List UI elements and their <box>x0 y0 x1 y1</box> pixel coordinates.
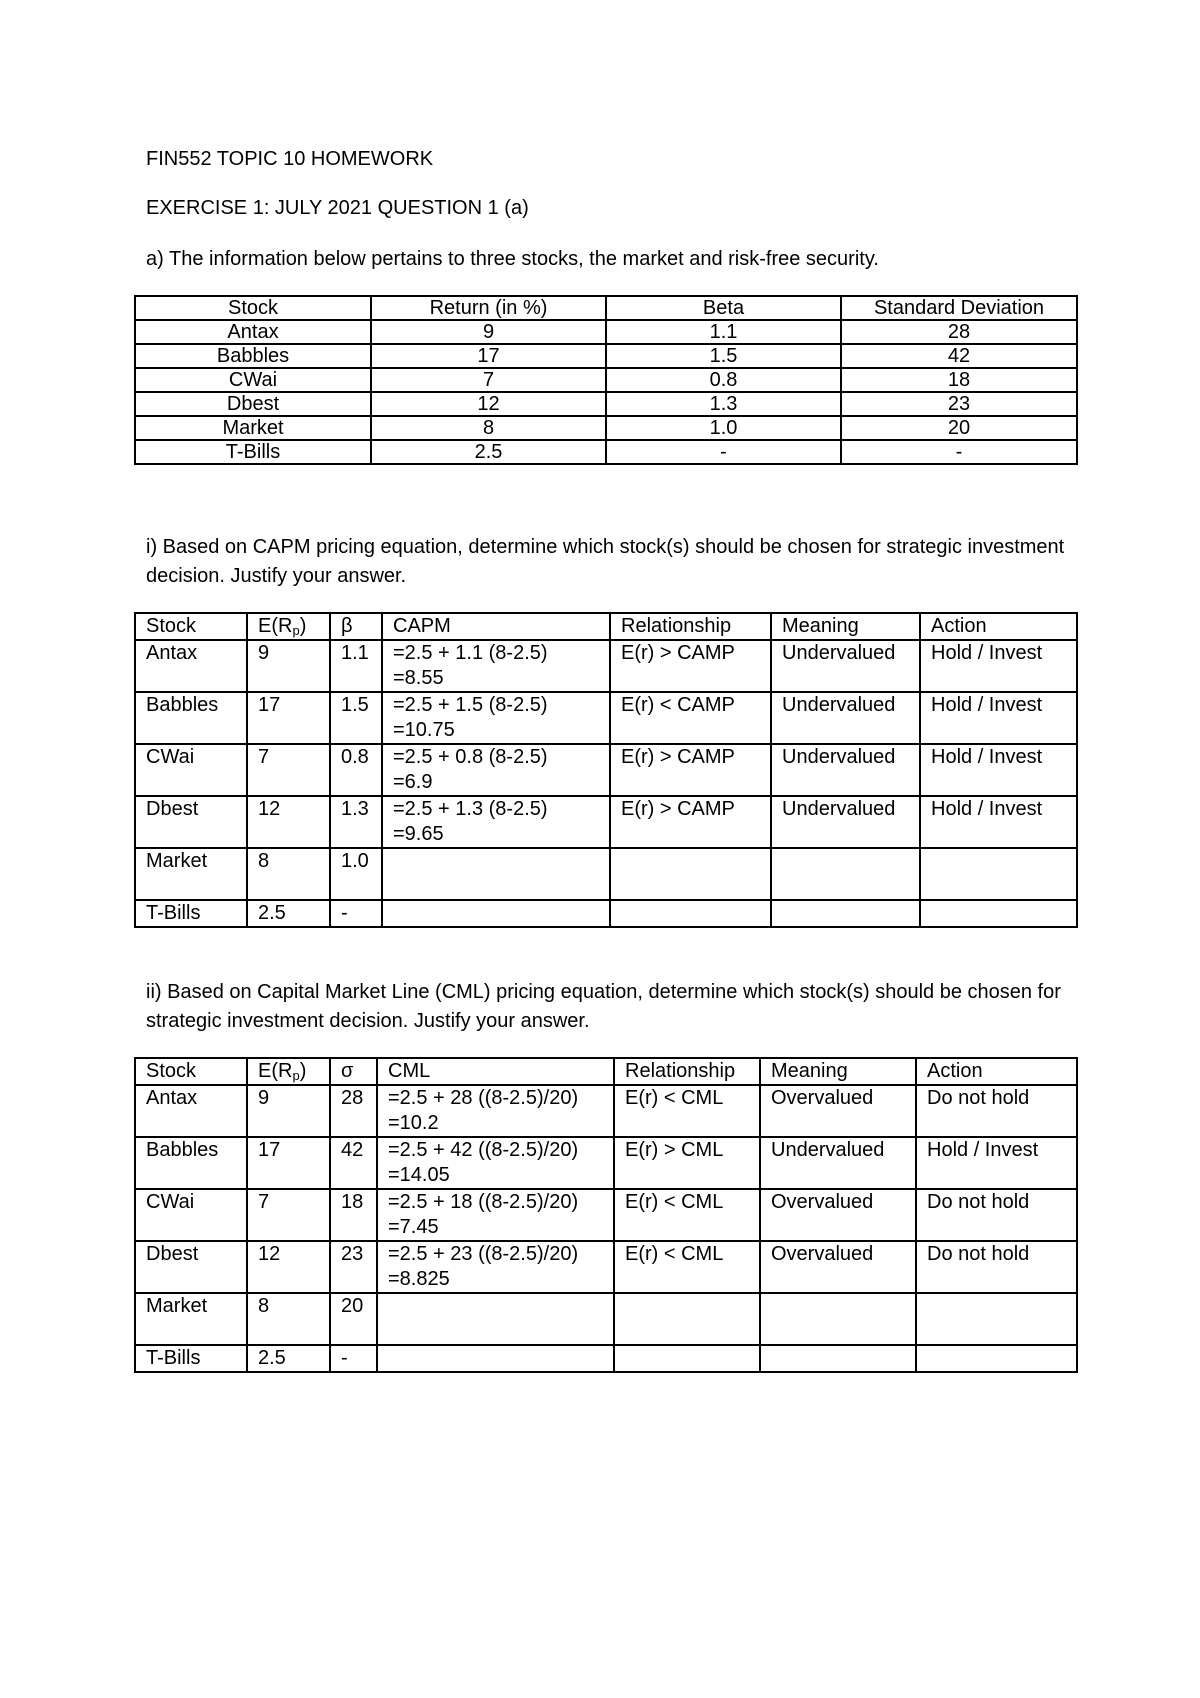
header-cell: Relationship <box>610 613 771 640</box>
table-cell <box>377 1241 614 1293</box>
header-cell: σ <box>330 1058 377 1085</box>
formula-result: =10.75 <box>393 719 455 741</box>
table-cell: Market <box>135 1293 247 1345</box>
header-subscript: p <box>292 623 300 638</box>
table-cell: Market <box>135 416 371 440</box>
table-cell <box>382 900 610 927</box>
table-row <box>135 900 1077 927</box>
formula-result: =10.2 <box>388 1112 439 1134</box>
formula-text: =2.5 + 18 ((8-2.5)/20) <box>388 1191 579 1213</box>
table-cell: Market <box>135 848 247 900</box>
table-cell: 1.5 <box>606 344 841 368</box>
table-cell <box>382 848 610 900</box>
table-cell: T-Bills <box>135 1345 247 1372</box>
table-row <box>135 368 1077 392</box>
table-cell: Undervalued <box>760 1137 916 1189</box>
table-cell: E(r) > CAMP <box>610 640 771 692</box>
header-cell: CAPM <box>382 613 610 640</box>
table-cell: - <box>841 440 1077 464</box>
table-cell: CWai <box>135 368 371 392</box>
table-row <box>135 692 1077 744</box>
header-text: ) <box>299 1060 307 1082</box>
table-row <box>135 1137 1077 1189</box>
formula-result: =8.825 <box>388 1268 450 1290</box>
table-header-row <box>135 613 1077 640</box>
table-row <box>135 1345 1077 1372</box>
table-cell: 12 <box>247 796 330 848</box>
table-cell: 28 <box>330 1085 377 1137</box>
table-cell <box>916 1293 1077 1345</box>
table-cell <box>760 1293 916 1345</box>
header-cell: Stock <box>135 1058 247 1085</box>
table-cell: Antax <box>135 1085 247 1137</box>
table-cell: Dbest <box>135 392 371 416</box>
table-cell: Overvalued <box>760 1085 916 1137</box>
table-cell: 1.3 <box>606 392 841 416</box>
table-cell: E(r) < CML <box>614 1189 760 1241</box>
table-cell: Dbest <box>135 796 247 848</box>
table-cell: 12 <box>371 392 606 416</box>
table-cell: E(r) > CAMP <box>610 796 771 848</box>
table-cell: 7 <box>371 368 606 392</box>
table-cell: T-Bills <box>135 900 247 927</box>
table-cell: Dbest <box>135 1241 247 1293</box>
table-cell: 17 <box>247 692 330 744</box>
table-cell <box>377 1189 614 1241</box>
table-cell: Hold / Invest <box>916 1137 1077 1189</box>
table-cell: E(r) < CML <box>614 1241 760 1293</box>
formula-result: =6.9 <box>393 771 433 793</box>
table-cell: 8 <box>371 416 606 440</box>
table-cell: 7 <box>247 744 330 796</box>
table-cell: 0.8 <box>606 368 841 392</box>
table-cell: Antax <box>135 320 371 344</box>
table-cell: Undervalued <box>771 692 920 744</box>
table-cell: 42 <box>330 1137 377 1189</box>
table-cell: 9 <box>371 320 606 344</box>
formula-text: =2.5 + 1.3 (8-2.5) <box>393 798 548 820</box>
table-cell: 0.8 <box>330 744 382 796</box>
table-cell: 28 <box>841 320 1077 344</box>
header-cell: β <box>330 613 382 640</box>
table-row <box>135 744 1077 796</box>
table-cell: 2.5 <box>247 900 330 927</box>
capm-table <box>134 612 1078 928</box>
table-cell: Hold / Invest <box>920 744 1077 796</box>
header-cell: Return (in %) <box>371 296 606 320</box>
formula-result: =14.05 <box>388 1164 450 1186</box>
formula-text: =2.5 + 42 ((8-2.5)/20) <box>388 1139 579 1161</box>
table-cell: Babbles <box>135 1137 247 1189</box>
formula-result: =9.65 <box>393 823 444 845</box>
header-subscript: p <box>292 1068 300 1083</box>
table-row <box>135 1085 1077 1137</box>
header-cell-expected-return <box>247 1058 330 1085</box>
table-row <box>135 796 1077 848</box>
table-cell: - <box>330 900 382 927</box>
table-cell: Undervalued <box>771 744 920 796</box>
table-cell: 23 <box>330 1241 377 1293</box>
table-cell: 7 <box>247 1189 330 1241</box>
table-row <box>135 1241 1077 1293</box>
table-row <box>135 1293 1077 1345</box>
formula-result: =8.55 <box>393 667 444 689</box>
table-cell <box>377 1137 614 1189</box>
table-row <box>135 640 1077 692</box>
table-row <box>135 392 1077 416</box>
table-cell: 1.1 <box>606 320 841 344</box>
table-cell <box>610 848 771 900</box>
table-cell: 1.3 <box>330 796 382 848</box>
table-cell: 2.5 <box>247 1345 330 1372</box>
intro-text: a) The information below pertains to three stocks, the market and risk-free security. <box>146 248 879 270</box>
table-cell: 18 <box>330 1189 377 1241</box>
table-cell: 12 <box>247 1241 330 1293</box>
table-cell: E(r) > CAMP <box>610 744 771 796</box>
table-cell: E(r) < CML <box>614 1085 760 1137</box>
table-row <box>135 344 1077 368</box>
table-cell: 23 <box>841 392 1077 416</box>
table-cell: 9 <box>247 640 330 692</box>
table-cell <box>771 848 920 900</box>
table-cell <box>771 900 920 927</box>
table-cell: Undervalued <box>771 640 920 692</box>
formula-result: =7.45 <box>388 1216 439 1238</box>
table-cell: Overvalued <box>760 1189 916 1241</box>
table-row <box>135 848 1077 900</box>
question-capm: i) Based on CAPM pricing equation, determine which stock(s) should be chosen for strategic investment decision. Justify your answer. <box>146 536 1065 587</box>
table-cell <box>382 744 610 796</box>
header-cell: Meaning <box>771 613 920 640</box>
table-cell: 17 <box>371 344 606 368</box>
table-cell: Hold / Invest <box>920 692 1077 744</box>
table-cell: Babbles <box>135 692 247 744</box>
formula-text: =2.5 + 0.8 (8-2.5) <box>393 746 548 768</box>
header-cell: Stock <box>135 613 247 640</box>
table-cell: E(r) > CML <box>614 1137 760 1189</box>
table-cell: 2.5 <box>371 440 606 464</box>
header-text: ) <box>299 615 307 637</box>
exercise-heading: EXERCISE 1: JULY 2021 QUESTION 1 (a) <box>146 197 529 219</box>
table-cell <box>920 848 1077 900</box>
table-cell: Do not hold <box>916 1241 1077 1293</box>
table-cell: 1.0 <box>606 416 841 440</box>
table-header-row <box>135 1058 1077 1085</box>
table-cell <box>916 1345 1077 1372</box>
formula-text: =2.5 + 28 ((8-2.5)/20) <box>388 1087 579 1109</box>
table-cell: Antax <box>135 640 247 692</box>
formula-text: =2.5 + 1.1 (8-2.5) <box>393 642 548 664</box>
table-cell: Do not hold <box>916 1189 1077 1241</box>
table-cell <box>382 796 610 848</box>
formula-text: =2.5 + 23 ((8-2.5)/20) <box>388 1243 579 1265</box>
table-cell: 9 <box>247 1085 330 1137</box>
table-cell: 17 <box>247 1137 330 1189</box>
table-cell: 20 <box>330 1293 377 1345</box>
table-cell: Hold / Invest <box>920 796 1077 848</box>
table-row <box>135 320 1077 344</box>
header-cell: Meaning <box>760 1058 916 1085</box>
document-title: FIN552 TOPIC 10 HOMEWORK <box>146 148 434 170</box>
table-cell <box>382 640 610 692</box>
header-cell: CML <box>377 1058 614 1085</box>
table-cell <box>614 1293 760 1345</box>
table-row <box>135 440 1077 464</box>
header-cell: Beta <box>606 296 841 320</box>
table-cell: Babbles <box>135 344 371 368</box>
table-cell: Undervalued <box>771 796 920 848</box>
header-text: E(R <box>258 1060 293 1082</box>
table-cell: - <box>606 440 841 464</box>
table-cell <box>382 692 610 744</box>
table-cell <box>610 900 771 927</box>
table-cell: Do not hold <box>916 1085 1077 1137</box>
table-cell: Overvalued <box>760 1241 916 1293</box>
table-cell: 1.1 <box>330 640 382 692</box>
table-cell: 1.5 <box>330 692 382 744</box>
table-cell: 8 <box>247 1293 330 1345</box>
table-cell <box>760 1345 916 1372</box>
table-cell <box>377 1345 614 1372</box>
header-cell-expected-return <box>247 613 330 640</box>
table-cell: Hold / Invest <box>920 640 1077 692</box>
table-cell: E(r) < CAMP <box>610 692 771 744</box>
table-row <box>135 1189 1077 1241</box>
header-cell: Stock <box>135 296 371 320</box>
header-cell: Standard Deviation <box>841 296 1077 320</box>
header-cell: Action <box>916 1058 1077 1085</box>
formula-text: =2.5 + 1.5 (8-2.5) <box>393 694 548 716</box>
table-cell: CWai <box>135 744 247 796</box>
question-cml: ii) Based on Capital Market Line (CML) pricing equation, determine which stock(s) should be chosen for strategic investment decision. Justify your answer. <box>146 981 1061 1032</box>
header-cell: Action <box>920 613 1077 640</box>
table-cell <box>377 1293 614 1345</box>
table-cell: 18 <box>841 368 1077 392</box>
table-cell: 20 <box>841 416 1077 440</box>
cml-table <box>134 1057 1078 1373</box>
table-cell: CWai <box>135 1189 247 1241</box>
table-cell: 8 <box>247 848 330 900</box>
table-header-row <box>135 296 1077 320</box>
table-cell: T-Bills <box>135 440 371 464</box>
table-row <box>135 416 1077 440</box>
table-cell <box>920 900 1077 927</box>
header-cell: Relationship <box>614 1058 760 1085</box>
table-cell <box>614 1345 760 1372</box>
table-cell <box>377 1085 614 1137</box>
table-cell: - <box>330 1345 377 1372</box>
stock-info-table <box>134 295 1078 465</box>
table-cell: 42 <box>841 344 1077 368</box>
header-text: E(R <box>258 615 293 637</box>
table-cell: 1.0 <box>330 848 382 900</box>
